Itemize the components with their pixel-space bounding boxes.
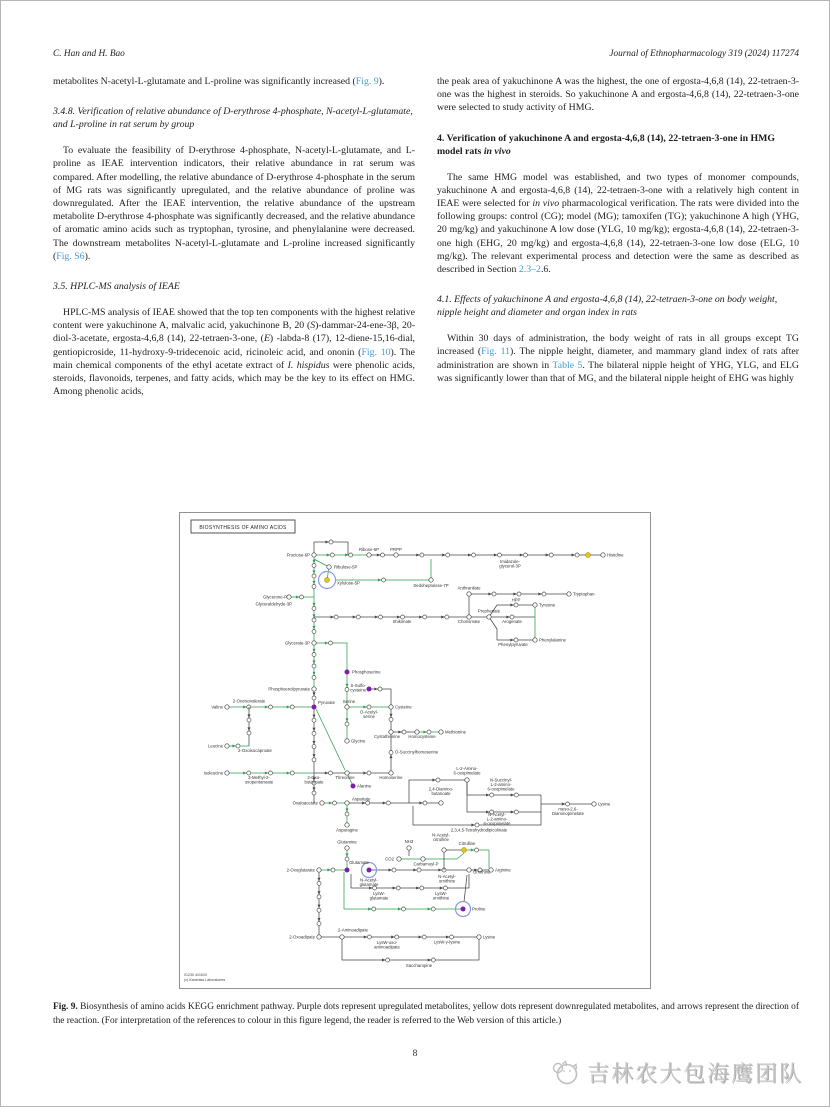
metabolite-label: Leucine: [207, 743, 223, 749]
metabolite-label: Arginine: [495, 867, 511, 873]
intermediate-node: [349, 553, 353, 557]
intermediate-node: [475, 848, 479, 852]
metabolite-node: [487, 615, 491, 619]
intermediate-node: [317, 922, 321, 926]
metabolite-label: S-Sulfo-cysteine: [350, 683, 366, 693]
cross-reference-link[interactable]: Fig. 10: [361, 346, 391, 358]
intermediate-node: [514, 603, 518, 607]
metabolite-label: Carbamoyl-P: [413, 861, 439, 867]
intermediate-node: [443, 886, 447, 890]
metabolite-node: [317, 935, 321, 939]
intermediate-node: [446, 553, 450, 557]
metabolite-label: Homoserine: [379, 775, 403, 780]
metabolite-node: [312, 641, 316, 645]
intermediate-node: [431, 907, 435, 911]
intermediate-node: [366, 801, 370, 805]
section-heading-3-4-8: 3.4.8. Verification of relative abundance of D-erythrose 4-phosphate, N-acetyl-L-glutamate, and L-proline in rat serum by group: [53, 106, 413, 131]
metabolite-label: N-Acetyl-citrulline: [432, 832, 450, 842]
intermediate-node: [312, 574, 316, 578]
metabolite-label: Aspartate: [352, 796, 371, 802]
metabolite-label: Glycerone-P: [263, 594, 287, 600]
metabolite-node: [567, 592, 571, 596]
intermediate-node: [422, 935, 426, 939]
intermediate-node: [378, 687, 382, 691]
metabolite-node: [225, 705, 229, 709]
metabolite-label: Imidazole-glycerol-3P: [499, 559, 521, 569]
metabolite-node: [287, 595, 291, 599]
metabolite-label: O-Succinylhomoserine: [395, 749, 439, 755]
intermediate-node: [329, 641, 333, 645]
intermediate-node: [389, 718, 393, 722]
intermediate-node: [423, 615, 427, 619]
metabolite-node: [477, 935, 481, 939]
metabolite-node: [225, 744, 229, 748]
intermediate-node: [312, 758, 316, 762]
intermediate-node: [492, 592, 496, 596]
intermediate-node: [345, 812, 349, 816]
metabolite-node: [345, 801, 349, 805]
paragraph: metabolites N-acetyl-L-glutamate and L-proline was significantly increased (Fig. 9).: [53, 76, 385, 87]
metabolite-label: Fructose-6P: [286, 552, 310, 558]
metabolite-label: Ribulose-5P: [334, 564, 358, 570]
metabolite-label: N-Acetyl-glutamate: [359, 877, 379, 887]
metabolite-label: Prephenate: [477, 608, 501, 614]
metabolite-label: Anthranilate: [457, 585, 481, 591]
metabolite-node: [442, 848, 446, 852]
metabolite-node: [592, 802, 596, 806]
intermediate-node: [367, 771, 371, 775]
cross-reference-link[interactable]: Fig. S6: [56, 250, 85, 262]
paragraph: HPLC-MS analysis of IEAE showed that the top ten components with the highest relative content were yakuchinone A, malvalic acid, yakuchinone B, 20 (S)-dammar-24-ene-3β, 20-diol-3-acetate, ergosta-4,6,8 (14), 22-tetraen-3-one, (E) -labda-8 (17), 12-diene-15,16-dial, gentiopicroside, 11-hydroxy-9-tridecenoic acid, ricinoleic acid, and ononin (Fig. 10). The main chemical components of the ethyl acetate extract of I. hispidus were phenolic acids, steroids, flavonoids, terpenes, and fatty acids, which may be the key to its effect on HMG. Among phenolic acids,: [53, 307, 416, 398]
metabolite-label: LysW-γ-lysine: [433, 939, 461, 945]
metabolite-node: [601, 553, 605, 557]
intermediate-node: [523, 553, 527, 557]
metabolite-label: Lysine: [598, 801, 611, 807]
metabolite-label: Xylulose-5P: [337, 580, 360, 586]
intermediate-node: [290, 705, 294, 709]
metabolite-label: 2-Oxoadipate: [289, 934, 315, 940]
intermediate-node: [367, 705, 371, 709]
intermediate-node: [345, 722, 349, 726]
metabolite-node: [345, 705, 349, 709]
metabolite-node: [389, 705, 393, 709]
metabolite-label: 2-Oxo-butanoate: [304, 775, 324, 785]
intermediate-node: [269, 705, 273, 709]
intermediate-node: [514, 810, 518, 814]
intermediate-node: [312, 676, 316, 680]
metabolite-label: meso-2,6-Diaminopimelate: [551, 806, 585, 816]
metabolite-label: Alanine: [357, 783, 372, 789]
figure-credit-text: 01230 4/24/20: [184, 973, 207, 977]
metabolite-label: Phenylalanine: [539, 637, 566, 643]
metabolite-label: LysW-ornithine: [432, 891, 450, 901]
intermediate-node: [247, 731, 251, 735]
intermediate-node: [386, 958, 390, 962]
metabolite-label: Glycine: [351, 738, 366, 744]
metabolite-label: O-Acetyl-serine: [360, 709, 378, 719]
intermediate-node: [420, 553, 424, 557]
metabolite-node: [394, 553, 398, 557]
metabolite-node: [465, 778, 469, 782]
metabolite-label: Methionine: [445, 729, 467, 735]
metabolite-node: [467, 868, 471, 872]
metabolite-label: Chorismate: [458, 619, 480, 624]
metabolite-node: [439, 730, 443, 734]
intermediate-node: [566, 802, 570, 806]
upregulated-metabolite-dot: [345, 868, 350, 873]
upregulated-metabolite-dot: [461, 907, 466, 912]
intermediate-node: [514, 793, 518, 797]
metabolite-label: Cystathionine: [373, 734, 401, 739]
intermediate-node: [423, 801, 427, 805]
intermediate-node: [367, 935, 371, 939]
metabolite-label: Arogenate: [502, 619, 522, 624]
intermediate-node: [549, 553, 553, 557]
cross-reference-link[interactable]: 2.3–2: [518, 264, 541, 276]
figure-9-container: [179, 512, 651, 989]
metabolite-label: Serine: [342, 699, 356, 704]
page-number: 8: [412, 1049, 418, 1059]
intermediate-node: [334, 615, 338, 619]
metabolite-label: Phosphoenolpyruvate: [268, 686, 310, 692]
metabolite-label: 2-Oxoisocaproate: [238, 748, 272, 753]
metabolite-label: Tryptophan: [573, 591, 595, 597]
metabolite-label: Homocysteine: [408, 734, 436, 739]
intermediate-node: [312, 664, 316, 668]
metabolite-label: 2-Aminoadipate: [337, 927, 369, 933]
section-heading-4-1: 4.1. Effects of yakuchinone A and ergosta-4,6,8 (14), 22-tetraen-3-one on body weight, nipple height and diameter and organ index in rats: [437, 294, 778, 319]
paragraph: The same HMG model was established, and two types of monomer compounds, yakuchinone A and ergosta-4,6,8 (14), 22-tetraen-3-one with a relatively high content in IEAE were selected for in vivo pharmacological verification. The rats were divided into the following groups: control (CG); model (MG); tamoxifen (TG); yakuchinone A high (YHG, 20 mg/kg) and yakuchinone A low dose (YLG, 10 mg/kg); ergosta-4,6,8 (14), 22-tetraen-3-one high (EHG, 20 mg/kg) and ergosta-4,6,8 (14), 22-tetraen-3-one low dose (ELG, 10 mg/kg). The relevant experimental process and detection were the same as described as described in Section 2.3–2.6.: [437, 171, 800, 276]
intermediate-node: [300, 595, 304, 599]
intermediate-node: [372, 907, 376, 911]
intermediate-node: [356, 615, 360, 619]
metabolite-label: Ornithine: [473, 869, 491, 875]
metabolite-label: HPP: [511, 597, 521, 603]
metabolite-label: Threonine: [335, 775, 355, 780]
intermediate-node: [450, 935, 454, 939]
watermark: [550, 1057, 803, 1088]
metabolite-node: [225, 771, 229, 775]
header-authors: C. Han and H. Bao: [53, 49, 125, 59]
metabolite-node: [317, 868, 321, 872]
metabolite-node: [397, 857, 401, 861]
text-columns: [53, 75, 799, 398]
upregulated-metabolite-dot: [312, 705, 317, 710]
intermediate-node: [329, 771, 333, 775]
intermediate-node: [312, 564, 316, 568]
metabolite-label: Valine: [211, 704, 223, 710]
metabolite-label: Ribose-5P: [358, 547, 380, 552]
section-heading-4: 4. Verification of yakuchinone A and ergosta-4,6,8 (14), 22-tetraen-3-one in HMG model rats in vivo: [437, 132, 775, 157]
intermediate-node: [312, 630, 316, 634]
metabolite-label: Glutamate: [349, 860, 369, 865]
metabolite-label: Glycerate-3P: [284, 640, 310, 646]
intermediate-node: [575, 553, 579, 557]
intermediate-node: [542, 592, 546, 596]
metabolite-label: Tyrosine: [539, 602, 556, 608]
intermediate-node: [378, 615, 382, 619]
metabolite-node: [533, 638, 537, 642]
figure-caption: Fig. 9. Biosynthesis of amino acids KEGG enrichment pathway. Purple dots represent upregulated metabolites, yellow dots represent downregulated metabolites, and arrows represent the direction of the reaction. (For interpretation of the references to colour in this figure legend, the reader is referred to the Web version of this article.): [53, 1002, 799, 1027]
metabolite-label: 2,3,4,5-Tetrahydrodipicolinate: [450, 827, 508, 833]
intermediate-node: [317, 895, 321, 899]
metabolite-label: LysW-glutamate: [369, 891, 389, 901]
intermediate-node: [345, 688, 349, 692]
intermediate-node: [402, 730, 406, 734]
metabolite-label: Isoleucine: [203, 770, 223, 776]
metabolite-node: [345, 739, 349, 743]
paragraph: the peak area of yakuchinone A was the highest, the one of ergosta-4,6,8 (14), 22-tetraen-3-one was the highest in steroids. So yakuchinone A and ergosta-4,6,8 (14), 22-tetraen-3-one were selected to study activity of HMG.: [437, 76, 799, 114]
metabolite-label: N-Succinyl-L-2-amino-6-oxopimelate: [487, 777, 515, 792]
intermediate-node: [247, 718, 251, 722]
intermediate-node: [312, 653, 316, 657]
intermediate-node: [490, 793, 494, 797]
intermediate-node: [381, 553, 385, 557]
metabolite-label: Oxaloacetate: [292, 800, 318, 806]
intermediate-node: [402, 907, 406, 911]
intermediate-node: [312, 585, 316, 589]
intermediate-node: [498, 553, 502, 557]
upregulated-metabolite-dot: [345, 670, 350, 675]
metabolite-label: L-2-Amino-6-oxopimelate: [453, 766, 481, 776]
metabolite-node: [367, 553, 371, 557]
metabolite-label: CO2: [385, 856, 394, 862]
metabolite-label: NH3: [404, 839, 414, 844]
metabolite-label: Shikimate: [392, 619, 412, 624]
intermediate-node: [312, 731, 316, 735]
paragraph: To evaluate the feasibility of D-erythrose 4-phosphate, N-acetyl-L-glutamate, and L-proline as IEAE intervention indicators, their relative abundance in rat serum was compared. After modelling, the relative abundance of D-erythrose 4-phosphate in the serum of MG rats was significantly upregulated, and the relative abundance of proline was downregulated. After the IEAE intervention, the relative abundance of the upstream metabolite D-erythrose 4-phosphate was significantly decreased, and the relative abundance of aromatic amino acids such as tryptophan, tyrosine, and phenylalanine were decreased. The downstream metabolites N-acetyl-L-glutamate and L-proline increased significantly (Fig. S6).: [53, 145, 415, 262]
intermediate-node: [472, 553, 476, 557]
metabolite-node: [340, 935, 344, 939]
downregulated-metabolite-dot: [462, 848, 467, 853]
downregulated-metabolite-dot: [325, 578, 330, 583]
intermediate-node: [396, 886, 400, 890]
metabolite-label: LysW-oxo-aminoadipate: [374, 940, 400, 950]
metabolite-node: [312, 553, 316, 557]
intermediate-node: [475, 823, 479, 827]
kegg-pathway-figure: [179, 512, 651, 989]
metabolite-label: Glutamine: [337, 839, 357, 845]
intermediate-node: [417, 868, 421, 872]
metabolite-label: PRPP: [390, 547, 402, 552]
figure-credit-text: (c) Kanehisa Laboratories: [184, 978, 226, 982]
intermediate-node: [436, 778, 440, 782]
intermediate-node: [333, 801, 337, 805]
intermediate-node: [312, 745, 316, 749]
metabolite-label: Saccharopine: [405, 963, 433, 968]
intermediate-node: [312, 791, 316, 795]
metabolite-label: Lysine: [483, 934, 496, 940]
left-column: [53, 75, 415, 398]
downregulated-metabolite-dot: [586, 553, 591, 558]
metabolite-label: Phosphoserine: [352, 669, 381, 675]
metabolite-label: 2,4-Diamino-butanoate: [428, 786, 454, 796]
metabolite-node: [467, 592, 471, 596]
metabolite-label: Citrulline: [458, 841, 476, 846]
metabolite-label: Proline: [472, 906, 486, 912]
intermediate-node: [382, 578, 386, 582]
metabolite-label: Cysteine: [395, 704, 412, 710]
intermediate-node: [392, 868, 396, 872]
intermediate-node: [317, 908, 321, 912]
metabolite-label: N-Acetyl-ornithine: [438, 874, 456, 884]
intermediate-node: [312, 607, 316, 611]
upregulated-metabolite-dot: [367, 687, 372, 692]
intermediate-node: [517, 592, 521, 596]
intermediate-node: [312, 696, 316, 700]
upregulated-metabolite-dot: [351, 784, 356, 789]
right-column: [437, 75, 799, 398]
intermediate-node: [330, 553, 334, 557]
metabolite-label: Glyceraldehyde-3P: [255, 601, 292, 607]
page-header: [53, 49, 799, 59]
metabolite-node: [345, 846, 349, 850]
intermediate-node: [420, 886, 424, 890]
intermediate-node: [431, 958, 435, 962]
metabolite-label: Phenylpyruvate: [498, 642, 528, 647]
intermediate-node: [386, 801, 390, 805]
wechat-cat-logo-icon: [550, 1058, 580, 1088]
intermediate-node: [312, 618, 316, 622]
metabolite-label: 2-Oxoglutarate: [286, 867, 315, 873]
metabolite-node: [312, 687, 316, 691]
intermediate-node: [317, 881, 321, 885]
metabolite-label: Asparagine: [336, 827, 358, 833]
cross-reference-link[interactable]: Table 5: [552, 359, 583, 371]
cross-reference-link[interactable]: Fig. 9: [355, 76, 379, 87]
metabolite-node: [407, 846, 411, 850]
intermediate-node: [389, 751, 393, 755]
metabolite-label: Sedoheptulose-7P: [413, 583, 449, 588]
metabolite-label: 2-Oxoisovalerate: [232, 698, 266, 704]
intermediate-node: [329, 540, 333, 544]
section-heading-3-5: 3.5. HPLC-MS analysis of IEAE: [53, 281, 180, 293]
metabolite-node: [327, 565, 331, 569]
intermediate-node: [290, 771, 294, 775]
intermediate-node: [445, 615, 449, 619]
figure-title: BIOSYNTHESIS OF AMINO ACIDS: [199, 524, 287, 531]
metabolite-node: [439, 801, 443, 805]
cross-reference-link[interactable]: Fig. 11: [481, 346, 511, 358]
watermark-text: 吉林农大包海鹰团队: [586, 1062, 803, 1087]
header-journal: Journal of Ethnopharmacology 319 (2024) 117274: [609, 49, 799, 59]
metabolite-label: Histidine: [607, 552, 624, 558]
intermediate-node: [331, 868, 335, 872]
metabolite-label: 3-Methyl-2-oxopentanoate: [244, 775, 274, 785]
intermediate-node: [395, 935, 399, 939]
metabolite-node: [533, 603, 537, 607]
metabolite-label: Pyruvate: [318, 700, 335, 705]
metabolite-label: N-Acetyl-L-2-amino-6-oxopimelate: [483, 812, 511, 826]
paragraph: Within 30 days of administration, the body weight of rats in all groups except TG increased (Fig. 11). The nipple height, diameter, and mammary gland index of rats after administration are shown in Table 5. The bilateral nipple height of YHG, YLG, and ELG was significantly lower than that of MG, and the bilateral nipple height of EHG was highly: [437, 333, 800, 384]
upregulated-metabolite-dot: [367, 868, 372, 873]
metabolite-node: [320, 801, 324, 805]
intermediate-node: [312, 718, 316, 722]
metabolite-node: [429, 578, 433, 582]
